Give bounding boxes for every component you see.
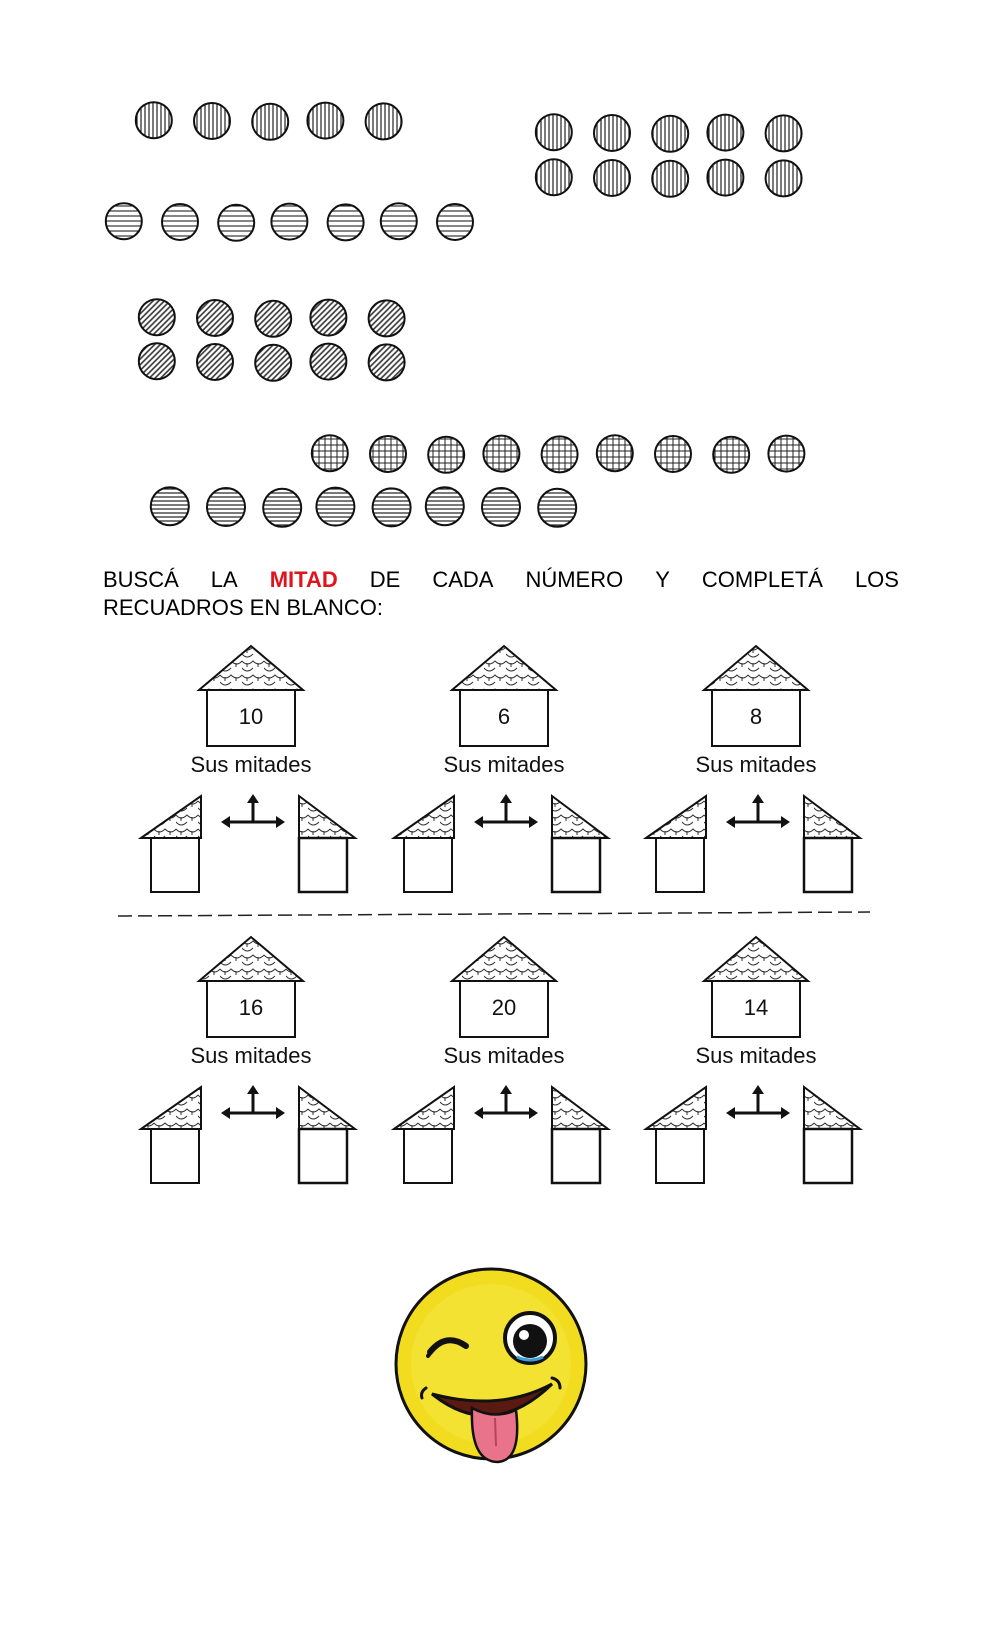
half-house-left-roof [141, 1087, 201, 1129]
dot-group-5 [312, 435, 805, 473]
house-number: 16 [238, 995, 264, 1020]
pattern-circle [312, 435, 348, 471]
answer-box-left[interactable] [656, 838, 704, 892]
instruction-text [103, 566, 899, 622]
house-roof [199, 646, 303, 690]
half-house-right-roof [804, 796, 860, 838]
pattern-circle [194, 103, 230, 139]
house-number: 8 [749, 704, 763, 729]
pattern-circle [139, 343, 175, 379]
pattern-circle [482, 488, 520, 526]
answer-box-left[interactable] [656, 1129, 704, 1183]
instruction-word: Y [655, 567, 670, 592]
pattern-circle [307, 103, 343, 139]
sus-mitades-label: Sus mitades [190, 1043, 312, 1068]
instruction-word: LA [210, 567, 238, 592]
instruction-highlight-mitad: MITAD [269, 567, 338, 592]
split-arrows-icon [474, 794, 538, 828]
instruction-line-1 [103, 566, 899, 594]
pattern-circle [369, 300, 405, 336]
pattern-circle [255, 345, 291, 381]
pattern-circle [139, 299, 175, 335]
half-house-left-roof [394, 1087, 454, 1129]
half-house-left-roof [646, 796, 706, 838]
answer-box-right[interactable] [552, 838, 600, 892]
sus-mitades-label: Sus mitades [443, 1043, 565, 1068]
split-arrows-icon [726, 794, 790, 828]
pattern-circle [328, 204, 364, 240]
pattern-circle [106, 203, 142, 239]
pattern-circle [426, 487, 464, 525]
house-number: 20 [491, 995, 517, 1020]
half-house-left-roof [394, 796, 454, 838]
pattern-circle [597, 435, 633, 471]
sus-mitades-label: Sus mitades [443, 752, 565, 777]
answer-box-right[interactable] [804, 1129, 852, 1183]
instruction-word: DE [369, 567, 401, 592]
house-roof [704, 646, 808, 690]
dot-group-1 [136, 102, 402, 140]
pattern-circle [437, 204, 473, 240]
pattern-circle [162, 204, 198, 240]
pattern-circle [366, 103, 402, 139]
dot-group-3 [106, 203, 473, 241]
pattern-circle [766, 160, 802, 196]
instruction-word: COMPLETÁ [701, 567, 823, 592]
dot-group-2 [536, 114, 802, 197]
house-roof [452, 937, 556, 981]
split-arrows-icon [221, 794, 285, 828]
house-roof [704, 937, 808, 981]
sus-mitades-label: Sus mitades [190, 752, 312, 777]
half-house-left-roof [141, 796, 201, 838]
answer-box-right[interactable] [299, 1129, 347, 1183]
house-number: 6 [497, 704, 511, 729]
instruction-word: LOS [854, 567, 899, 592]
pattern-circle [594, 160, 630, 196]
answer-box-left[interactable] [404, 1129, 452, 1183]
half-house-left-roof [646, 1087, 706, 1129]
pattern-circle [263, 489, 301, 527]
pattern-circle [207, 488, 245, 526]
pattern-circle [197, 300, 233, 336]
pattern-circle [316, 488, 354, 526]
pattern-circle [707, 115, 743, 151]
pattern-circle [369, 344, 405, 380]
answer-box-left[interactable] [151, 1129, 199, 1183]
answer-box-right[interactable] [552, 1129, 600, 1183]
pattern-circle [381, 203, 417, 239]
half-house-right-roof [804, 1087, 860, 1129]
split-arrows-icon [726, 1085, 790, 1119]
pattern-circle [310, 344, 346, 380]
dashed-divider [118, 912, 870, 916]
answer-box-left[interactable] [151, 838, 199, 892]
instruction-word: NÚMERO [525, 567, 624, 592]
split-arrows-icon [221, 1085, 285, 1119]
pattern-circle [594, 115, 630, 151]
half-house-right-roof [552, 796, 608, 838]
pattern-circle [483, 436, 519, 472]
dot-group-6 [151, 487, 576, 527]
house-roof [199, 937, 303, 981]
pattern-circle [538, 489, 576, 527]
half-house-right-roof [299, 796, 355, 838]
pattern-circle [652, 161, 688, 197]
instruction-word: CADA [432, 567, 494, 592]
pattern-circle [197, 344, 233, 380]
half-house-right-roof [299, 1087, 355, 1129]
pattern-circle [310, 300, 346, 336]
pattern-circle [536, 114, 572, 150]
pattern-circle [370, 436, 406, 472]
dot-group-4 [139, 299, 405, 381]
pattern-circle [428, 437, 464, 473]
answer-box-right[interactable] [299, 838, 347, 892]
sus-mitades-label: Sus mitades [695, 1043, 817, 1068]
house-roof [452, 646, 556, 690]
pattern-circle [542, 436, 578, 472]
dot-groups [106, 102, 805, 527]
pattern-circle [766, 115, 802, 151]
winking-face-with-tongue-icon [383, 1253, 599, 1475]
house-number: 14 [743, 995, 769, 1020]
instruction-line-2: RECUADROS EN BLANCO: [103, 595, 383, 620]
pattern-circle [218, 205, 254, 241]
half-house-right-roof [552, 1087, 608, 1129]
pattern-circle [373, 488, 411, 526]
pattern-circle [536, 159, 572, 195]
pattern-circle [136, 102, 172, 138]
pattern-circle [271, 204, 307, 240]
instruction-word: BUSCÁ [103, 567, 179, 592]
pattern-circle [252, 104, 288, 140]
pattern-circle [713, 437, 749, 473]
pattern-circle [655, 436, 691, 472]
answer-box-left[interactable] [404, 838, 452, 892]
pattern-circle [151, 487, 189, 525]
pattern-circle [768, 436, 804, 472]
pattern-circle [707, 160, 743, 196]
split-arrows-icon [474, 1085, 538, 1119]
house-number: 10 [238, 704, 264, 729]
sus-mitades-label: Sus mitades [695, 752, 817, 777]
answer-box-right[interactable] [804, 838, 852, 892]
pattern-circle [255, 301, 291, 337]
pattern-circle [652, 116, 688, 152]
